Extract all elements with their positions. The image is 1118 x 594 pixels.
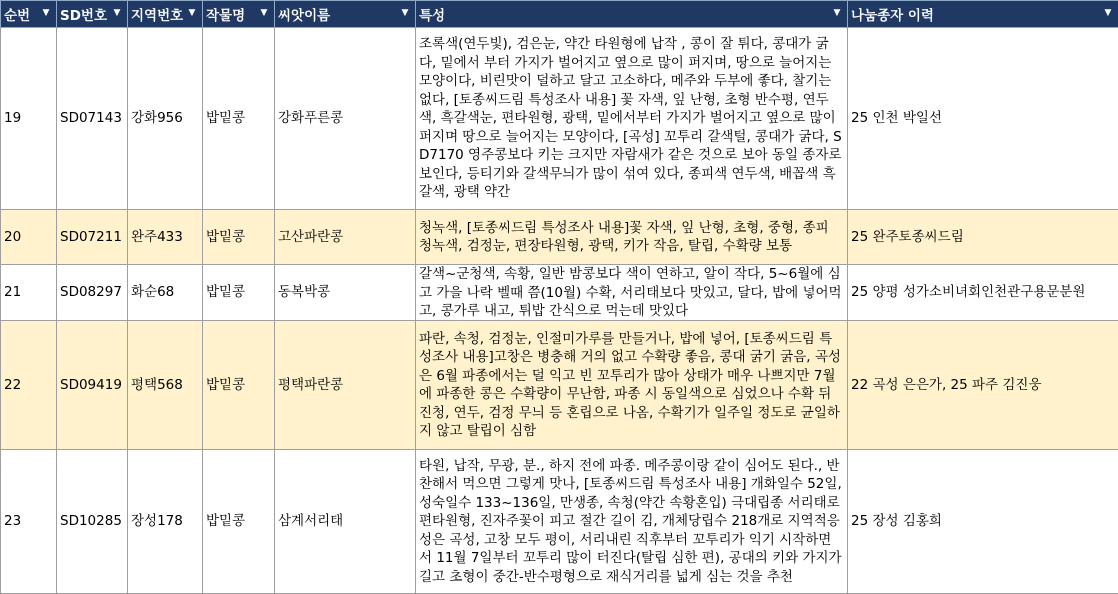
cell-traits[interactable]	[416, 28, 848, 210]
traits-text: 조록색(연두빛), 검은눈, 약간 타원형에 납작 , 콩이 잘 튀다, 콩대가 굵다, 밑에서 부터 가지가 벌어지고 옆으로 많이 퍼지며, 땅으로 늘어지는 모양이다, 비린맛이 덜하고 달고 고소하다, 메주와 두부에 좋다, 찰기는 없다, [토종씨드림 특성조사 내용] 꽃 자색, 잎 난형, 초형 반수평, 연두색, 흑갈색눈, 편타원형, 광택, 밑에서부터 가지가 벌어지고 옆으로 많이 퍼지며 땅으로 늘어지는 모양이다, [곡성] 꼬투리 갈색털, 콩대가 굵다, SD7170 영주콩보다 키는 크지만 자람새가 같은 것으로 보아 동일 종자로 보인다, 등티기와 갈색무늬가 많이 섞여 있다, 종피색 연두색, 배꼽색 흑갈색, 광택 약간	[419, 35, 844, 202]
traits-text: 타원, 납작, 무광, 분., 하지 전에 파종. 메주콩이랑 같이 심어도 된다., 반찬해서 먹으면 그렇게 맛나, [토종씨드림 특성조사 내용] 개화일수 52일, 성숙일수 133~136일, 만생종, 속청(약간 속황혼입) 극대립종 서리태로 편타원형, 진자주꽃이 피고 절간 길이 김, 개체당립수 218개로 지역적응성은 곡성, 고창 모두 평이, 서리내린 직후부터 꼬투리가 익기 시작하면서 11월 7일부터 꼬투리 많이 터진다(탈립 심한 편), 공대의 키와 가지가 길고 초형이 중간-반수평형으로 재식거리를 넓게 심는 것을 추천	[419, 457, 844, 587]
cell-no[interactable]: 22	[1, 321, 57, 450]
cell-history[interactable]: 25 장성 김홍희	[848, 450, 1118, 594]
header-label: 나눔종자 이력	[851, 4, 934, 24]
cell-crop[interactable]: 밥밑콩	[203, 210, 275, 265]
cell-history[interactable]: 25 인천 박일선	[848, 28, 1118, 210]
cell-crop[interactable]: 밥밑콩	[203, 265, 275, 321]
header-label: 지역번호	[131, 4, 183, 24]
cell-seed[interactable]: 동복박콩	[275, 265, 416, 321]
cell-region[interactable]: 평택568	[128, 321, 203, 450]
filter-dropdown-icon[interactable]: ▼	[39, 6, 53, 20]
header-label: 작물명	[206, 4, 245, 24]
cell-traits[interactable]	[416, 321, 848, 450]
cell-seed[interactable]: 평택파란콩	[275, 321, 416, 450]
header-label: 특성	[419, 4, 445, 24]
cell-region[interactable]: 장성178	[128, 450, 203, 594]
traits-text: 청녹색, [토종씨드림 특성조사 내용]꽃 자색, 잎 난형, 초형, 중형, 종피 청녹색, 검정눈, 편장타원형, 광택, 키가 작음, 탈립, 수확량 보통	[419, 219, 844, 256]
cell-sd[interactable]: SD09419	[57, 321, 128, 450]
cell-sd[interactable]: SD07211	[57, 210, 128, 265]
cell-no[interactable]: 21	[1, 265, 57, 321]
cell-region[interactable]: 화순68	[128, 265, 203, 321]
column-header-history[interactable]	[848, 1, 1118, 28]
cell-traits[interactable]	[416, 450, 848, 594]
cell-crop[interactable]: 밥밑콩	[203, 450, 275, 594]
cell-region[interactable]: 완주433	[128, 210, 203, 265]
cell-crop[interactable]: 밥밑콩	[203, 28, 275, 210]
table-row	[1, 28, 1118, 210]
column-header-sd[interactable]	[57, 1, 128, 28]
cell-history[interactable]: 25 양평 성가소비녀회인천관구용문분원	[848, 265, 1118, 321]
filter-dropdown-icon[interactable]: ▼	[110, 6, 124, 20]
filter-dropdown-icon[interactable]: ▼	[830, 6, 844, 20]
column-header-region[interactable]	[128, 1, 203, 28]
cell-traits[interactable]	[416, 210, 848, 265]
header-label: 씨앗이름	[278, 4, 330, 24]
cell-traits[interactable]	[416, 265, 848, 321]
cell-no[interactable]: 23	[1, 450, 57, 594]
cell-crop[interactable]: 밥밑콩	[203, 321, 275, 450]
cell-sd[interactable]: SD08297	[57, 265, 128, 321]
table-row	[1, 450, 1118, 594]
table-row	[1, 321, 1118, 450]
cell-sd[interactable]: SD07143	[57, 28, 128, 210]
cell-seed[interactable]: 강화푸른콩	[275, 28, 416, 210]
column-header-no[interactable]	[1, 1, 57, 28]
column-header-seed[interactable]	[275, 1, 416, 28]
cell-no[interactable]: 20	[1, 210, 57, 265]
cell-seed[interactable]: 삼계서리태	[275, 450, 416, 594]
header-label: 순번	[4, 4, 30, 24]
cell-region[interactable]: 강화956	[128, 28, 203, 210]
table-row	[1, 210, 1118, 265]
filter-dropdown-icon[interactable]: ▼	[257, 6, 271, 20]
table-row	[1, 265, 1118, 321]
filter-dropdown-icon[interactable]: ▼	[1101, 6, 1115, 20]
cell-seed[interactable]: 고산파란콩	[275, 210, 416, 265]
traits-text: 갈색~군청색, 속황, 일반 밤콩보다 색이 연하고, 알이 작다, 5~6월에 심고 가을 나락 벨때 쯤(10월) 수확, 서리태보다 맛있고, 달다, 밥에 넣어먹고, 콩가루 내고, 튀밥 간식으로 먹는데 맛있다	[419, 265, 844, 320]
column-header-crop[interactable]	[203, 1, 275, 28]
filter-dropdown-icon[interactable]: ▼	[398, 6, 412, 20]
cell-history[interactable]: 25 완주토종씨드림	[848, 210, 1118, 265]
cell-sd[interactable]: SD10285	[57, 450, 128, 594]
header-row	[1, 1, 1118, 28]
column-header-traits[interactable]	[416, 1, 848, 28]
cell-history[interactable]: 22 곡성 은은가, 25 파주 김진웅	[848, 321, 1118, 450]
cell-no[interactable]: 19	[1, 28, 57, 210]
traits-text: 파란, 속청, 검정눈, 인절미가루를 만들거나, 밥에 넣어, [토종씨드림 특성조사 내용]고창은 병충해 거의 없고 수확량 좋음, 콩대 굵기 굵음, 곡성은 6월 파종에서는 덜 익고 빈 꼬투리가 많아 상태가 매우 나쁘지만 7월에 파종한 콩은 수확량이 무난함, 파종 시 동일색으로 심었으나 수확 뒤 진청, 연두, 검정 무늬 등 혼립으로 나옴, 수확기가 일주일 정도로 균일하지 않고 탈립이 심함	[419, 330, 844, 441]
header-label: SD번호	[60, 4, 107, 24]
filter-dropdown-icon[interactable]: ▼	[185, 6, 199, 20]
